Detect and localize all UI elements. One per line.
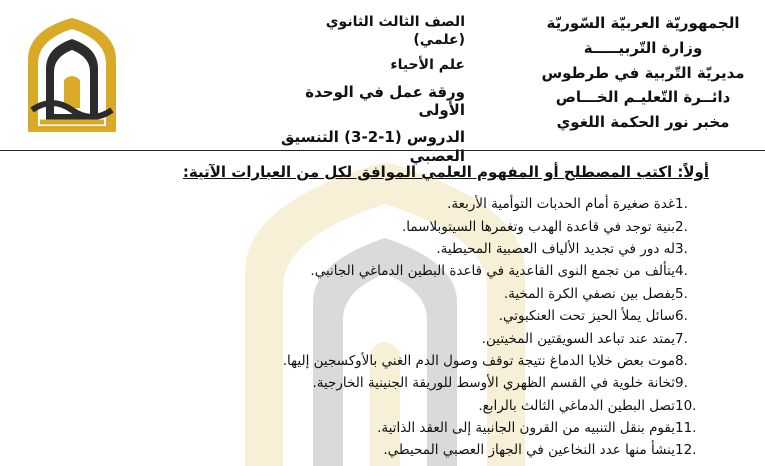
list-item [69,305,709,327]
item-text: له دور في تجديد الألياف العصبية المحيطية. [436,240,675,257]
list-item [69,260,709,282]
list-item [69,193,709,215]
item-number: 4. [675,263,688,280]
grade-label: الصف الثالث الثانوي (علمي) [325,14,465,48]
republic-name: الجمهوريّة العربيّة السّوريّة [546,14,740,32]
list-item [69,215,709,237]
lab-name: مخبر نور الحكمة اللغوي [556,113,730,131]
worksheet-label: ورقة عمل في الوحدة الأولى [305,82,465,120]
list-item [69,327,709,349]
list-item [69,238,709,260]
subject-label: علم الأحياء [390,57,465,73]
item-text: يقوم بنقل التنبيه من القرون الجانبية إلى العقد الذاتية. [377,420,675,437]
item-number: 12. [675,442,697,459]
item-number: 7. [675,330,688,347]
item-text: سائل يملأ الحيز تحت العنكبوتي. [498,308,675,325]
item-text: يتألف من تجمع النوى القاعدية في قاعدة البطين الدماغي الجانبي. [310,263,675,280]
item-text: بنية توجد في قاعدة الهدب وتغمرها السيتوبلاسما. [401,218,675,235]
item-text: غدة صغيرة أمام الحدبات التوأمية الأربعة. [447,196,675,213]
course-block [275,14,465,166]
list-item [69,372,709,394]
item-number: 1. [675,196,688,213]
lessons-label: الدروس (1-2-3) التنسيق العصبي [281,128,465,165]
item-number: 9. [675,375,688,392]
item-text: تصل البطين الدماغي الثالث بالرابع. [478,397,675,414]
item-number: 10. [675,397,697,414]
item-text: ثخانة خلوية في القسم الظهري الأوسط للوريقة الجنينية الخارجية. [312,375,675,392]
ministry-name: وزارة التّربيـــــة [583,38,703,57]
item-text: ينشأ منها عدد النخاعين في الجهاز العصبي المحيطي. [383,442,675,459]
hikma-logo-icon [18,14,126,132]
item-number: 11. [675,420,697,437]
header-divider [0,150,765,151]
institution-block [533,14,753,132]
department-name: دائــرة التّعليـم الخـــاص [555,88,731,107]
exercise-section [69,163,709,462]
item-text: يفصل بين نصفي الكرة المخية. [503,285,675,302]
statements-list [69,193,709,462]
item-number: 3. [675,240,688,257]
item-number: 6. [675,308,688,325]
list-item [69,395,709,417]
item-number: 8. [675,352,688,369]
item-number: 2. [675,218,688,235]
directorate-name: مديريّة التّربية في طرطوس [541,63,745,82]
item-number: 5. [675,285,688,302]
list-item [69,417,709,439]
document-header [0,0,765,165]
list-item [69,439,709,461]
list-item [69,350,709,372]
item-text: موت بعض خلايا الدماغ نتيجة توقف وصول الدم الغني بالأوكسجين إليها. [282,352,675,369]
list-item [69,283,709,305]
item-text: يمتد عند تباعد السويقتين المخيتين. [481,330,675,347]
section-title: أولاً: اكتب المصطلح أو المفهوم العلمي الموافق لكل من العبارات الآتية: [182,163,709,181]
